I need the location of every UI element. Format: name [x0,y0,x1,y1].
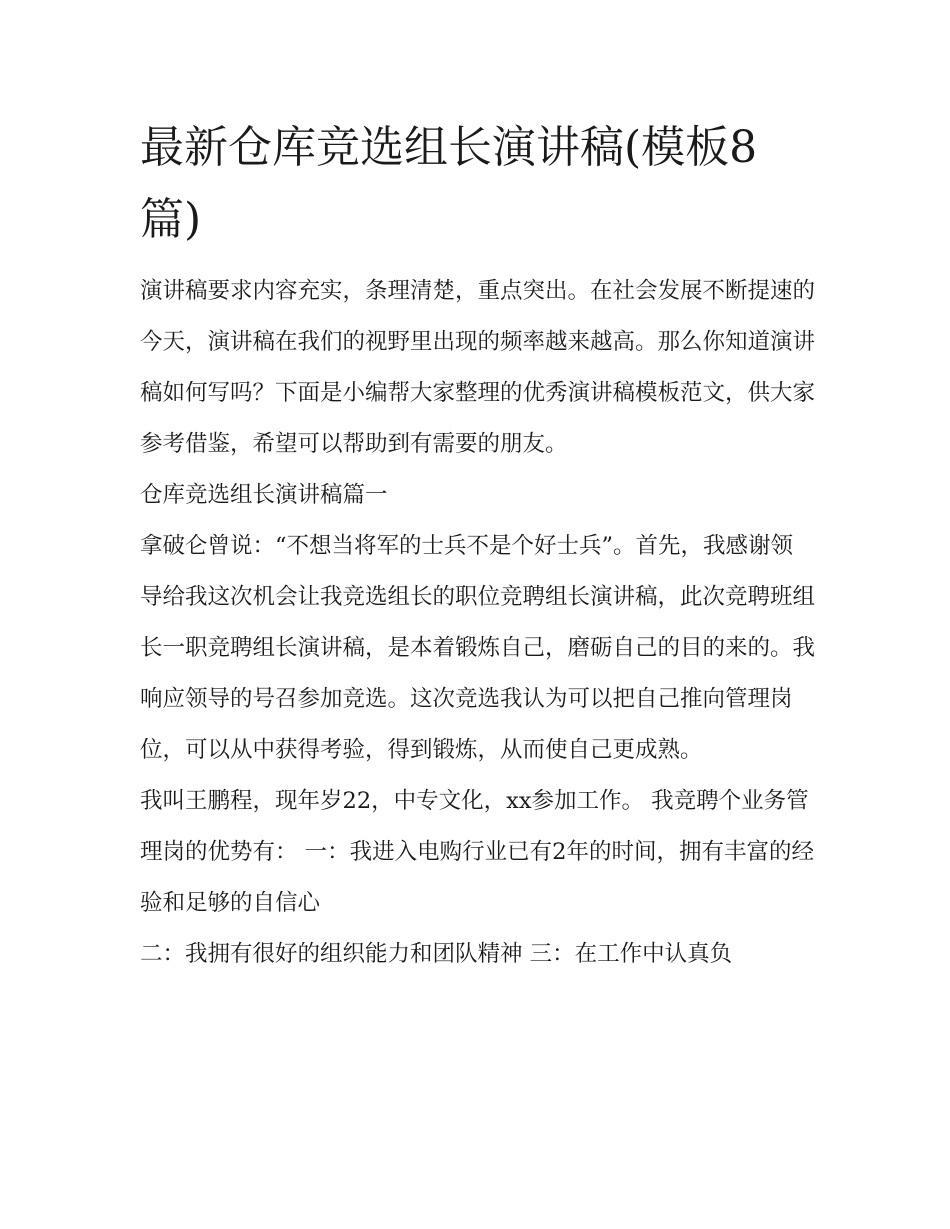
document-title: 最新仓库竞选组长演讲稿(模板8篇) [140,122,758,245]
document-body [140,112,815,980]
body-paragraph: 我叫王鹏程，现年岁22，中专文化，xx参加工作。 我竞聘个业务管理岗的优势有： 一：我进入电购行业已有2年的时间，拥有丰富的经验和足够的自信心 [140,788,814,916]
body-paragraph: 拿破仑曾说：“不想当将军的士兵不是个好士兵”。首先，我感谢领导给我这次机会让我竞选组长的职位竞聘组长演讲稿，此次竞聘班组长一职竞聘组长演讲稿，是本着锻炼自己，磨砺自己的目的来的。我响应领导的号召参加竞选。这次竞选我认为可以把自己推向管理岗位，可以从中获得考验，得到锻炼，从而使自己更成熟。 [140,533,816,763]
intro-paragraph: 演讲稿要求内容充实，条理清楚，重点突出。在社会发展不断提速的今天，演讲稿在我们的视野里出现的频率越来越高。那么你知道演讲稿如何写吗？下面是小编帮大家整理的优秀演讲稿模板范文，供大家参考借鉴，希望可以帮助到有需要的朋友。 [140,278,816,457]
body-paragraph: 二：我拥有很好的组织能力和团队精神 三：在工作中认真负 [140,941,733,967]
section-heading: 仓库竞选组长演讲稿篇一 [140,482,388,508]
